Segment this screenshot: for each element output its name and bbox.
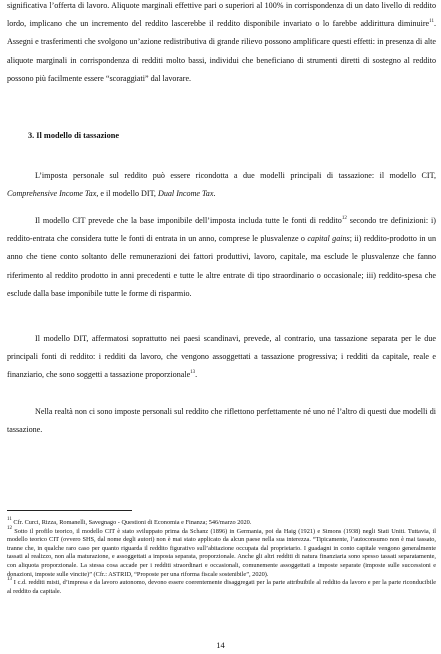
- footnote-ref: 13: [190, 370, 196, 376]
- footnote-text: Cfr. Curci, Rizza, Romanelli, Savegnago - Questioni di Economia e Finanza; 546/marzo 2020.: [11, 519, 252, 526]
- page-number: 14: [216, 640, 225, 650]
- footnotes: [7, 519, 436, 596]
- footnote-number: 11: [7, 517, 12, 522]
- italic-term: Dual Income Tax: [157, 189, 214, 199]
- paragraph-reality: [7, 403, 436, 439]
- footnote-separator: [7, 510, 132, 511]
- text-run: Nella realtà non ci sono imposte personali sul reddito che riflettono perfettamente né uno né l’altro di questi due modelli di tassazione.: [7, 407, 436, 435]
- paragraph-dit-model: [7, 330, 436, 385]
- text-run: , e il modello DIT,: [96, 189, 158, 199]
- italic-term: Comprehensive Income Tax: [7, 189, 97, 199]
- text-run: Il modello DIT, affermatosi soprattutto nei paesi scandinavi, prevede, al contrario, una tassazione separata per le due principali fonti di reddito: i redditi da lavoro, che vengono assoggettati a tassazione progressiva; i redditi da capitale, reale e finanziario, che sono soggetti a tassazione proporzionale: [7, 334, 436, 380]
- footnote-text: Sotto il profilo teorico, il modello CIT è stato sviluppato prima da Schanz (1896) in Germania, poi da Haig (1921) e Simons (1938) negli Stati Uniti. Tuttavia, il modello teorico CIT (ovvero SHS, dal nome degli autori) non è mai stato applicato da alcun paese nella sua interezza. “Tipicamente, l’autoconsumo non è mai tassato, tranne che, in qualche raro caso per quanto riguarda il reddito figurativo sull’abitazione occupata dal proprietario. I guadagni in conto capitale vengono generalmente tassati al realizzo, non alla maturazione, e assoggettati a imposta separata, proporzionale. Anche gli altri redditi di natura finanziaria sono spesso tassati separatamente, con aliquota proporzionale. La stessa cosa accade per i redditi straordinari e occasionali, comunemente assoggettati a imposte separate (imposte sulle successioni e donazioni, imposte sulle vincite)” (Cfr.: ASTRID, “Proposte per una riforma fiscale sostenibile”, 2020).: [7, 527, 436, 578]
- section-heading: 3. Il modello di tassazione: [28, 131, 120, 140]
- text-run: ; ii) reddito-prodotto in un anno che tiene conto soltanto delle remunerazioni dei fattori produttivi, lavoro, capitale, ma esclude le plusvalenze che fanno riferimento al reddito prodotto in anni precedenti e tutte le altre entrate di tipo straordinario o occasionale; iii) reddito-spesa che esclude dalla base imponibile tutte le forme di risparmio.: [7, 234, 436, 298]
- footnote-ref: 12: [341, 216, 347, 221]
- footnote-text: I c.d. redditi misti, d’impresa e da lavoro autonomo, devono essere coerentemente disaggregati per la parte attribuibile al reddito da lavoro e per la parte riconducibile al reddito da capitale.: [7, 579, 436, 595]
- text-run: .: [213, 189, 216, 199]
- footnote-ref: 11: [429, 19, 434, 25]
- paragraph-cit-model: [7, 212, 436, 303]
- paragraph-marginal-rates: [7, 0, 436, 88]
- text-run: L’imposta personale sul reddito può essere ricondotta a due modelli principali di tassazione: il modello CIT,: [35, 171, 436, 180]
- paragraph-two-models: [7, 167, 436, 203]
- text-run: .: [195, 370, 198, 380]
- footnote-number: 12: [7, 525, 12, 531]
- footnote-12: [7, 525, 436, 583]
- text-run: . Assegni e trasferimenti che svolgono un’azione redistributiva di grande rilievo possono amplificare questi effetti: in presenza di alte aliquote marginali in corrispondenza di redditi molto bassi, individui che beneficiano di strumenti diretti di sostegno al reddito possono più facilmente essere “scoraggiati” dal lavorare.: [7, 19, 436, 83]
- footnote-13: [7, 579, 436, 596]
- text-run: Il modello CIT prevede che la base imponibile dell’imposta includa tutte le fonti di reddito: [35, 216, 342, 225]
- italic-term: capital gains: [307, 234, 350, 244]
- footnote-11: [7, 519, 436, 528]
- footnote-number: 13: [7, 577, 12, 583]
- text-run: significativa l’offerta di lavoro. Aliquote marginali effettive pari o superiori al 100% in corrispondenza di un dato livello di reddito lordo, implicano che un incremento del reddito lascerebbe il reddito disponibile invariato o lo farebbe addirittura diminuire: [7, 1, 436, 29]
- text-run: secondo tre definizioni: i) reddito-entrata che considera tutte le fonti di entrata in un anno, comprese le plusvalenze o: [7, 216, 436, 244]
